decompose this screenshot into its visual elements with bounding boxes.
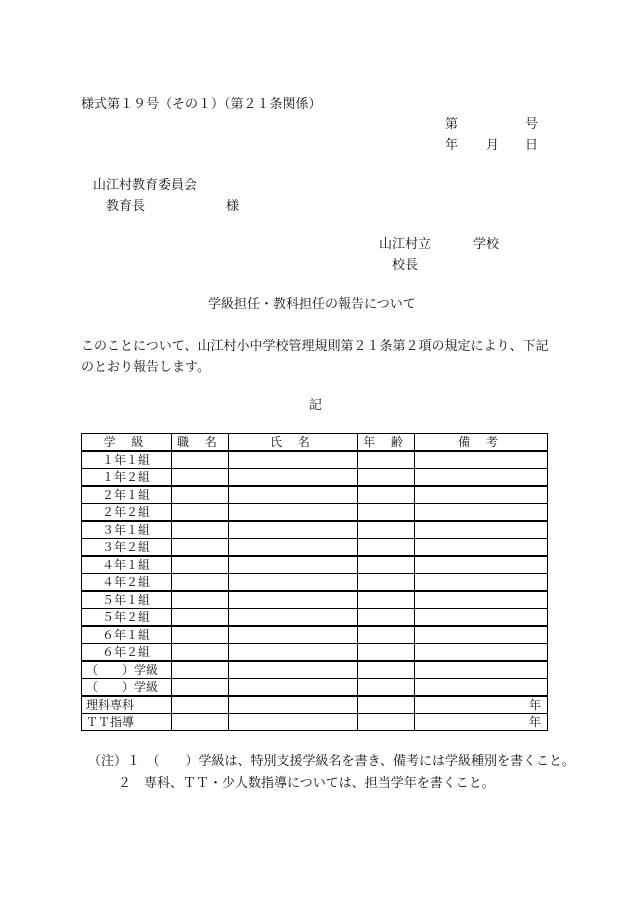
position-cell[interactable]	[172, 574, 229, 592]
position-cell[interactable]	[172, 469, 229, 487]
table-row	[82, 574, 548, 592]
note-2: ２ 専科、ＴＴ・少人数指導については、担当学年を書くこと。	[118, 776, 495, 791]
header-remarks: 備 考	[415, 434, 548, 452]
position-cell[interactable]	[172, 539, 229, 557]
header-grade: 学 級	[82, 434, 172, 452]
doc-number-prefix: 第	[445, 117, 459, 132]
position-cell[interactable]	[172, 521, 229, 539]
position-cell[interactable]	[172, 556, 229, 574]
age-cell[interactable]	[358, 504, 415, 522]
header-name: 氏 名	[229, 434, 358, 452]
age-cell[interactable]	[358, 521, 415, 539]
grade-cell: ４年１組	[82, 556, 172, 574]
ki-heading: 記	[309, 398, 323, 413]
grade-cell: ４年２組	[82, 574, 172, 592]
remarks-cell[interactable]	[415, 644, 548, 662]
age-cell[interactable]	[358, 486, 415, 504]
age-cell[interactable]	[358, 661, 415, 679]
position-cell[interactable]	[172, 591, 229, 609]
remarks-cell: 年	[415, 714, 548, 731]
age-cell[interactable]	[358, 679, 415, 697]
name-cell[interactable]	[229, 504, 358, 522]
grade-cell: ＴＴ指導	[82, 714, 172, 731]
remarks-cell[interactable]	[415, 609, 548, 627]
name-cell[interactable]	[229, 679, 358, 697]
remarks-cell[interactable]	[415, 574, 548, 592]
report-table	[81, 433, 548, 731]
table-row	[82, 539, 548, 557]
age-cell[interactable]	[358, 451, 415, 469]
remarks-cell[interactable]	[415, 521, 548, 539]
table-row	[82, 679, 548, 697]
note-1: （注）１ （ ）学級は、特別支援学級名を書き、備考には学級種別を書くこと。	[88, 754, 575, 769]
age-cell[interactable]	[358, 591, 415, 609]
date-year: 年	[445, 138, 459, 153]
grade-cell: 理科専科	[82, 696, 172, 714]
table-row	[82, 644, 548, 662]
sender-school-prefix: 山江村立	[379, 237, 432, 252]
remarks-cell: 年	[415, 696, 548, 714]
remarks-cell[interactable]	[415, 626, 548, 644]
date-month: 月	[486, 138, 500, 153]
name-cell[interactable]	[229, 556, 358, 574]
name-cell[interactable]	[229, 469, 358, 487]
name-cell[interactable]	[229, 451, 358, 469]
table-row	[82, 504, 548, 522]
position-cell[interactable]	[172, 714, 229, 731]
grade-cell: ６年２組	[82, 644, 172, 662]
name-cell[interactable]	[229, 714, 358, 731]
table-header-row	[82, 434, 548, 452]
table-row	[82, 469, 548, 487]
grade-cell: （ ）学級	[82, 661, 172, 679]
grade-cell: （ ）学級	[82, 679, 172, 697]
remarks-cell[interactable]	[415, 486, 548, 504]
name-cell[interactable]	[229, 609, 358, 627]
age-cell[interactable]	[358, 556, 415, 574]
grade-cell: ２年２組	[82, 504, 172, 522]
name-cell[interactable]	[229, 574, 358, 592]
remarks-cell[interactable]	[415, 469, 548, 487]
addressee-title: 教育長	[106, 199, 146, 214]
age-cell[interactable]	[358, 539, 415, 557]
remarks-cell[interactable]	[415, 504, 548, 522]
name-cell[interactable]	[229, 591, 358, 609]
name-cell[interactable]	[229, 661, 358, 679]
remarks-cell[interactable]	[415, 679, 548, 697]
position-cell[interactable]	[172, 609, 229, 627]
remarks-cell[interactable]	[415, 661, 548, 679]
grade-cell: ５年１組	[82, 591, 172, 609]
table-row	[82, 521, 548, 539]
table-row	[82, 591, 548, 609]
age-cell[interactable]	[358, 574, 415, 592]
grade-cell: ２年１組	[82, 486, 172, 504]
table-row	[82, 486, 548, 504]
remarks-cell[interactable]	[415, 451, 548, 469]
age-cell[interactable]	[358, 609, 415, 627]
age-cell[interactable]	[358, 469, 415, 487]
position-cell[interactable]	[172, 644, 229, 662]
position-cell[interactable]	[172, 504, 229, 522]
name-cell[interactable]	[229, 486, 358, 504]
date-day: 日	[525, 138, 539, 153]
remarks-cell[interactable]	[415, 539, 548, 557]
age-cell[interactable]	[358, 626, 415, 644]
addressee-organization: 山江村教育委員会	[93, 178, 198, 193]
age-cell[interactable]	[358, 644, 415, 662]
table-row	[82, 696, 548, 714]
table-row	[82, 451, 548, 469]
position-cell[interactable]	[172, 696, 229, 714]
header-age: 年 齢	[358, 434, 415, 452]
table-row	[82, 661, 548, 679]
doc-number-suffix: 号	[525, 117, 539, 132]
grade-cell: １年２組	[82, 469, 172, 487]
form-number: 様式第１９号（その１）（第２１条関係）	[81, 97, 322, 112]
name-cell[interactable]	[229, 644, 358, 662]
remarks-cell[interactable]	[415, 556, 548, 574]
sender-principal: 校長	[392, 258, 419, 273]
name-cell[interactable]	[229, 521, 358, 539]
position-cell[interactable]	[172, 679, 229, 697]
name-cell[interactable]	[229, 696, 358, 714]
table-row	[82, 626, 548, 644]
position-cell[interactable]	[172, 661, 229, 679]
sender-school-suffix: 学校	[473, 237, 500, 252]
subject-title: 学級担任・教科担任の報告について	[208, 297, 416, 312]
name-cell[interactable]	[229, 626, 358, 644]
remarks-cell[interactable]	[415, 591, 548, 609]
age-cell[interactable]	[358, 696, 415, 714]
position-cell[interactable]	[172, 486, 229, 504]
addressee-honorific: 様	[226, 199, 240, 214]
name-cell[interactable]	[229, 539, 358, 557]
body-paragraph: このことについて、山江村小中学校管理規則第２１条第２項の規定により、下記のとおり報告します。	[81, 339, 549, 375]
table-row	[82, 714, 548, 731]
table-row	[82, 609, 548, 627]
grade-cell: １年１組	[82, 451, 172, 469]
grade-cell: ３年２組	[82, 539, 172, 557]
grade-cell: ３年１組	[82, 521, 172, 539]
position-cell[interactable]	[172, 626, 229, 644]
grade-cell: ６年１組	[82, 626, 172, 644]
grade-cell: ５年２組	[82, 609, 172, 627]
age-cell[interactable]	[358, 714, 415, 731]
table-row	[82, 556, 548, 574]
header-position: 職 名	[172, 434, 229, 452]
position-cell[interactable]	[172, 451, 229, 469]
